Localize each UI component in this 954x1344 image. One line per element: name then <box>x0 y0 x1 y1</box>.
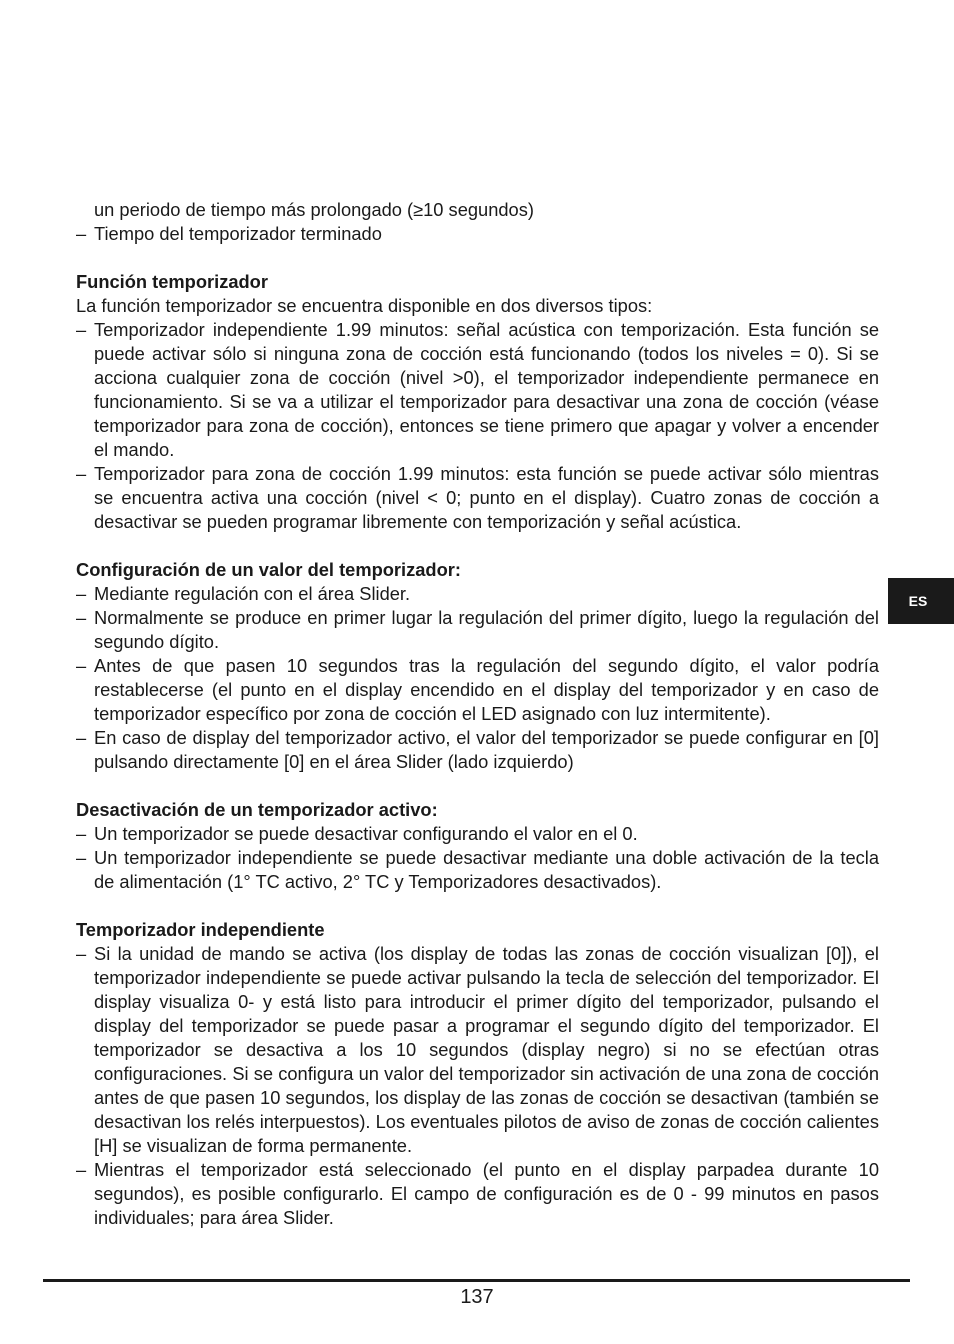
section-heading: Temporizador independiente <box>76 919 325 940</box>
section-configuracion-valor <box>76 558 879 774</box>
list-item: – Mientras el temporizador está seleccionado (el punto en el display parpadea durante 10 segundos), es posible configurarlo. El campo de configuración es de 0 - 99 minutos en pasos individuales; para área Slider. <box>76 1158 879 1230</box>
document-body <box>76 198 879 1230</box>
list-item: – Temporizador para zona de cocción 1.99 minutos: esta función se puede activar sólo mientras se encuentra activa una cocción (nivel < 0; punto en el display). Cuatro zonas de cocción a desactivar se pueden programar libremente con temporización y señal acústica. <box>76 462 879 534</box>
list-item: – En caso de display del temporizador activo, el valor del temporizador se puede configurar en [0] pulsando directamente [0] en el área Slider (lado izquierdo) <box>76 726 879 774</box>
section-funcion-temporizador <box>76 270 879 534</box>
section-temporizador-independiente <box>76 918 879 1230</box>
page-number: 137 <box>460 1286 494 1308</box>
continuation-text: un periodo de tiempo más prolongado (≥10 segundos) <box>94 199 534 220</box>
section-heading: Desactivación de un temporizador activo: <box>76 799 438 820</box>
footer-divider <box>43 1279 910 1282</box>
list-item: – Normalmente se produce en primer lugar la regulación del primer dígito, luego la regulación del segundo dígito. <box>76 606 879 654</box>
section-heading: Función temporizador <box>76 271 268 292</box>
list-item: – Antes de que pasen 10 segundos tras la regulación del segundo dígito, el valor podría restablecerse (el punto en el display encendido en el display del temporizador y en caso de temporizador específico por zona de cocción el LED asignado con luz intermitente). <box>76 654 879 726</box>
section-desactivacion <box>76 798 879 894</box>
section-intro: La función temporizador se encuentra disponible en dos diversos tipos: <box>76 295 653 316</box>
list-item: – Si la unidad de mando se activa (los display de todas las zonas de cocción visualizan [0]), el temporizador independiente se puede activar pulsando la tecla de selección del temporizador. El display visualiza 0- y está listo para introducir el primer dígito del temporizador, pulsando el display del temporizador se puede pasar a programar el segundo dígito del temporizador. El temporizador se desactiva a los 10 segundos (display negro) si no se efectúan otras configuraciones. Si se configura un valor del temporizador sin activación de una zona de cocción antes de que pasen 10 segundos, los display de las zonas de cocción se desactivan (también se desactivan los relés interpuestos). Los eventuales pilotos de aviso de zonas de cocción calientes [H] se visualizan de forma permanente. <box>76 942 879 1158</box>
list-item: – Mediante regulación con el área Slider. <box>76 582 879 606</box>
list-item: – Temporizador independiente 1.99 minutos: señal acústica con temporización. Esta función se puede activar sólo si ninguna zona de cocción está funcionando (todos los niveles = 0). Si se acciona cualquier zona de cocción (nivel >0), el temporizador independiente permanece en funcionamiento. Si se va a utilizar el temporizador para desactivar una zona de cocción (véase temporizador para zona de cocción), entonces se tiene primero que apagar y volver a encender el mando. <box>76 318 879 462</box>
section-heading: Configuración de un valor del temporizador: <box>76 559 461 580</box>
list-item: – Un temporizador independiente se puede desactivar mediante una doble activación de la tecla de alimentación (1° TC activo, 2° TC y Temporizadores desactivados). <box>76 846 879 894</box>
list-item: – Un temporizador se puede desactivar configurando el valor en el 0. <box>76 822 879 846</box>
list-item: – Tiempo del temporizador terminado <box>76 222 879 246</box>
language-tab: ES <box>888 578 954 624</box>
